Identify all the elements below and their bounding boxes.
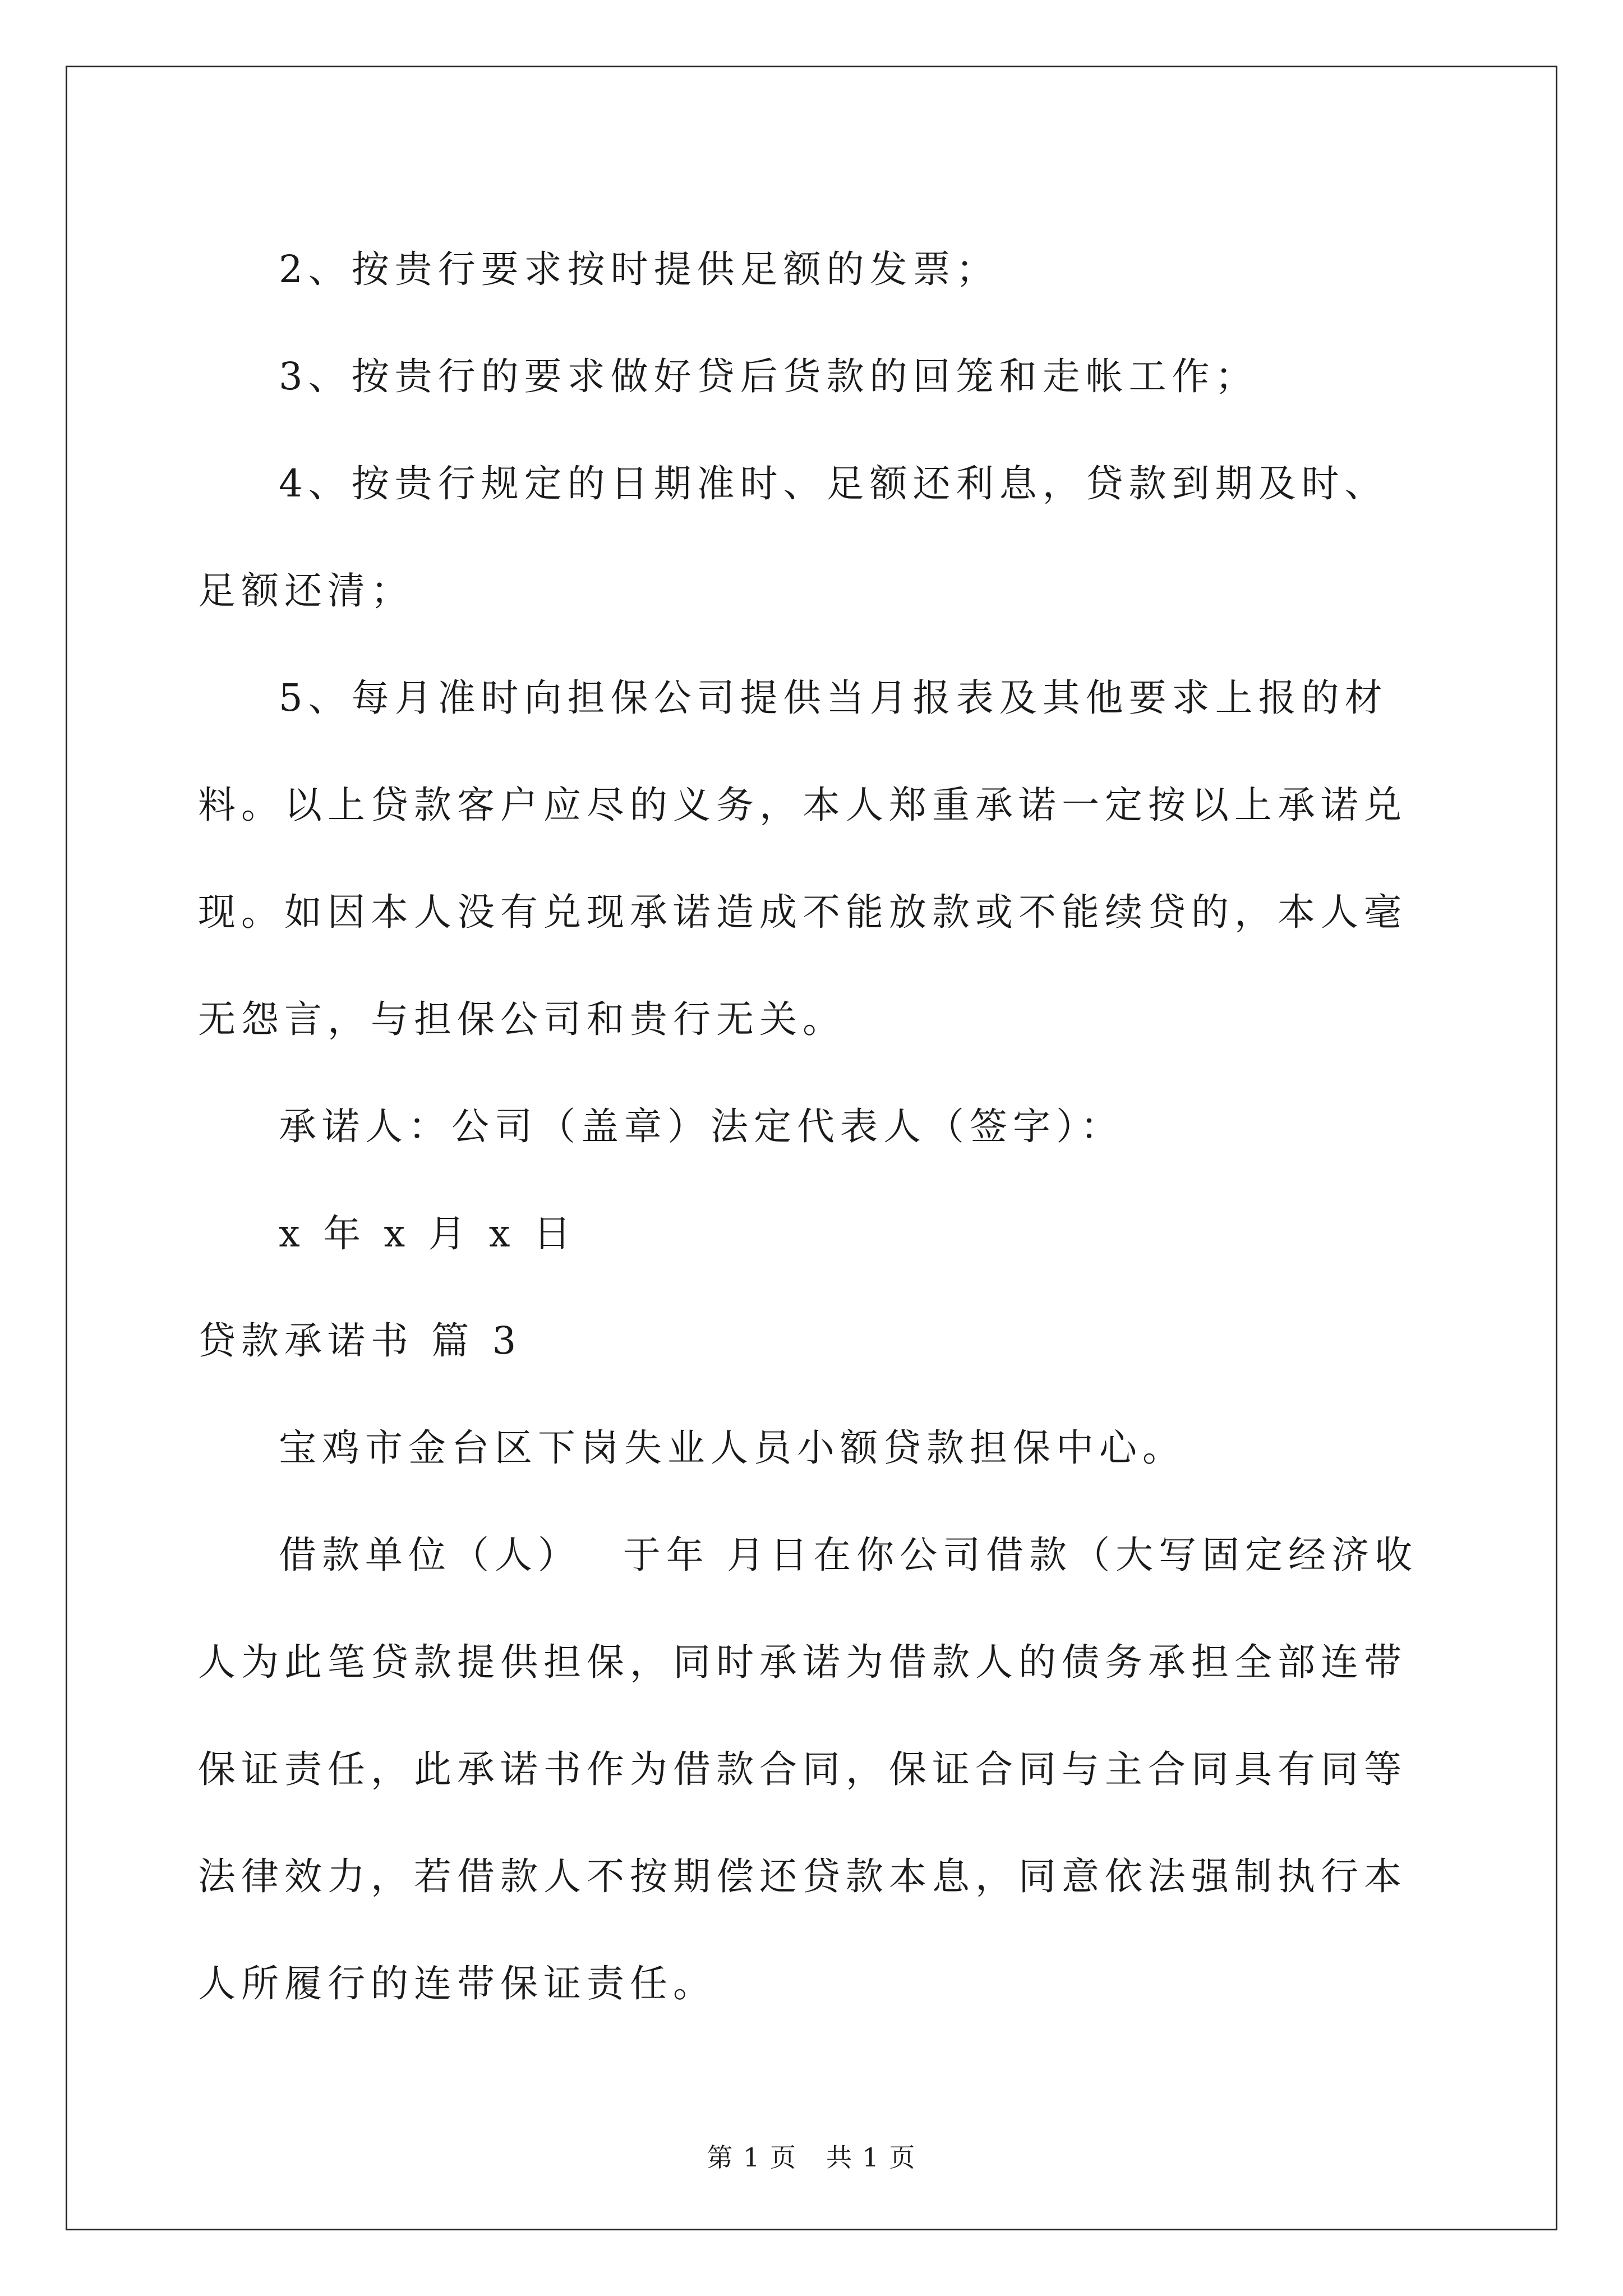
page-footer — [0, 2137, 1623, 2174]
paragraph-item-3: 3、按贵行的要求做好贷后货款的回笼和走帐工作； — [279, 355, 1258, 398]
paragraph-item-5: 5、每月准时向担保公司提供当月报表及其他要求上报的材料。以上贷款客户应尽的义务，本人郑重承诺一定按以上承诺兑现。如因本人没有兑现承诺造成不能放款或不能续贷的，本人毫无怨言，与担保公司和贵行无关。 — [198, 676, 1407, 1041]
date-line: x 年 x 月 x 日 — [279, 1212, 577, 1255]
page-total: 共 1 页 — [826, 2142, 916, 2173]
paragraph-item-4: 4、按贵行规定的日期准时、足额还利息，贷款到期及时、足额还清； — [198, 462, 1388, 613]
paragraph-item-2: 2、按贵行要求按时提供足额的发票； — [279, 247, 999, 291]
document-body — [198, 216, 1426, 2037]
loan-guarantee-paragraph: 借款单位（人） 于年 月日在你公司借款（大写固定经济收人为此笔贷款提供担保，同时承诺为借款人的债务承担全部连带保证责任，此承诺书作为借款合同，保证合同与主合同具有同等法律效力，若借款人不按期偿还贷款本息，同意依法强制执行本人所履行的连带保证责任。 — [198, 1533, 1418, 2005]
section-heading: 贷款承诺书 篇 3 — [198, 1319, 522, 1363]
recipient-line: 宝鸡市金台区下岗失业人员小额贷款担保中心。 — [279, 1426, 1186, 1470]
signature-line: 承诺人：公司（盖章）法定代表人（签字）： — [279, 1105, 1124, 1148]
page-number: 第 1 页 — [707, 2142, 797, 2173]
